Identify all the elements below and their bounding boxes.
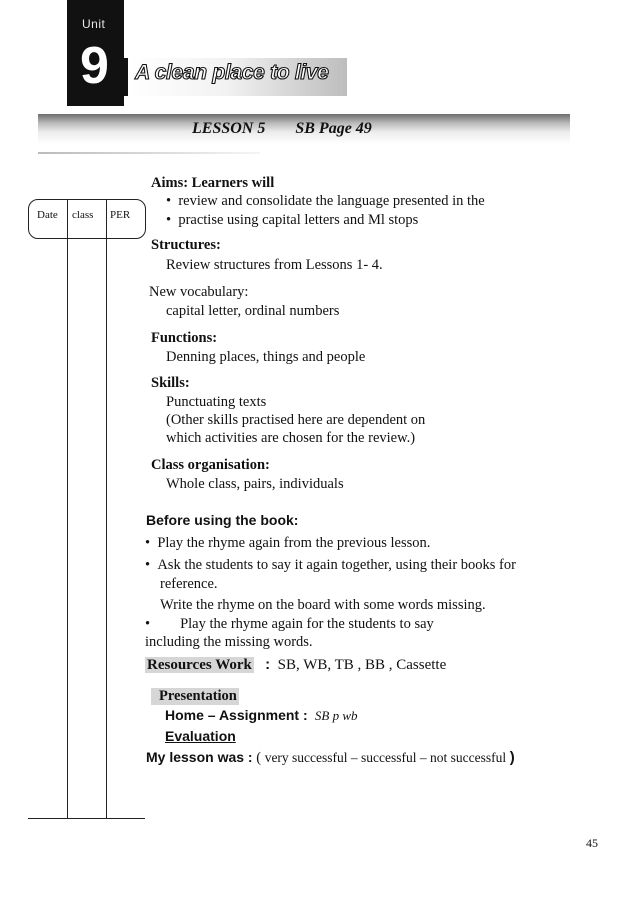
lesson-page: SB Page 49 xyxy=(295,120,372,137)
bullet-glyph: • xyxy=(166,193,172,209)
my-lesson-open: ( xyxy=(256,750,262,766)
resources-colon: : xyxy=(265,656,271,673)
before-heading: Before using the book: xyxy=(146,512,299,528)
evaluation-label: Evaluation xyxy=(165,728,236,744)
aims-item-2: practise using capital letters and Ml stops xyxy=(178,212,419,228)
resources-label: Resources Work xyxy=(147,657,252,673)
unit-number: 9 xyxy=(80,37,109,95)
before-line-3: Write the rhyme on the board with some words missing. xyxy=(160,597,486,613)
table-divider-2 xyxy=(106,199,107,819)
aims-heading: Aims: Learners will xyxy=(151,175,275,191)
skills-line-2: (Other skills practised here are dependent on xyxy=(166,412,426,428)
before-line-5: including the missing words. xyxy=(145,634,313,650)
page-number: 45 xyxy=(586,836,598,850)
my-lesson-label: My lesson was : xyxy=(146,749,253,765)
table-bottom-rule xyxy=(28,818,145,819)
homework-text: SB p wb xyxy=(314,708,358,723)
my-lesson-line xyxy=(146,749,515,767)
homework-label: Home – Assignment : xyxy=(165,707,308,723)
skills-line-3: which activities are chosen for the review.) xyxy=(166,430,416,446)
organisation-heading: Class organisation: xyxy=(151,457,270,473)
presentation-label: Presentation xyxy=(151,688,239,705)
vocabulary-text: capital letter, ordinal numbers xyxy=(166,303,340,319)
functions-heading: Functions: xyxy=(151,330,218,346)
table-divider-1 xyxy=(67,199,68,819)
col-per: PER xyxy=(110,209,131,221)
col-date: Date xyxy=(37,209,58,221)
aims-item-1: review and consolidate the language presented in the xyxy=(178,193,485,209)
skills-heading: Skills: xyxy=(151,375,190,391)
bullet-glyph: • xyxy=(145,557,151,573)
bullet-glyph: • xyxy=(145,616,151,632)
lesson-label: LESSON 5 xyxy=(192,120,266,137)
functions-text: Denning places, things and people xyxy=(166,349,366,365)
unit-title: A clean place to live xyxy=(135,61,329,84)
before-bullet-2 xyxy=(145,557,516,574)
before-bullet-4 xyxy=(145,616,434,633)
organisation-text: Whole class, pairs, individuals xyxy=(166,476,344,492)
before-item-2: Ask the students to say it again together, using their books for xyxy=(157,557,516,573)
unit-word: Unit xyxy=(82,17,106,31)
structures-text: Review structures from Lessons 1- 4. xyxy=(166,257,383,273)
lesson-rule xyxy=(38,152,260,154)
before-bullet-1 xyxy=(145,535,430,552)
homework-line xyxy=(165,707,358,725)
vocabulary-heading: New vocabulary: xyxy=(149,284,249,300)
aims-bullet-1 xyxy=(166,193,485,210)
structures-heading: Structures: xyxy=(151,237,221,253)
skills-line-1: Punctuating texts xyxy=(166,394,267,410)
bullet-glyph: • xyxy=(166,212,172,228)
my-lesson-close: ) xyxy=(509,749,515,766)
resources-text: SB, WB, TB , BB , Cassette xyxy=(277,657,447,673)
resources-line xyxy=(145,656,446,674)
col-class: class xyxy=(72,209,94,221)
bullet-glyph: • xyxy=(145,535,151,551)
lesson-heading xyxy=(192,120,372,138)
before-item-1: Play the rhyme again from the previous lesson. xyxy=(157,535,431,551)
my-lesson-options: very successful – successful – not successful xyxy=(264,750,507,765)
aims-bullet-2 xyxy=(166,212,418,229)
before-item-4: Play the rhyme again for the students to say xyxy=(180,616,434,632)
before-item-2-cont: reference. xyxy=(160,576,218,592)
